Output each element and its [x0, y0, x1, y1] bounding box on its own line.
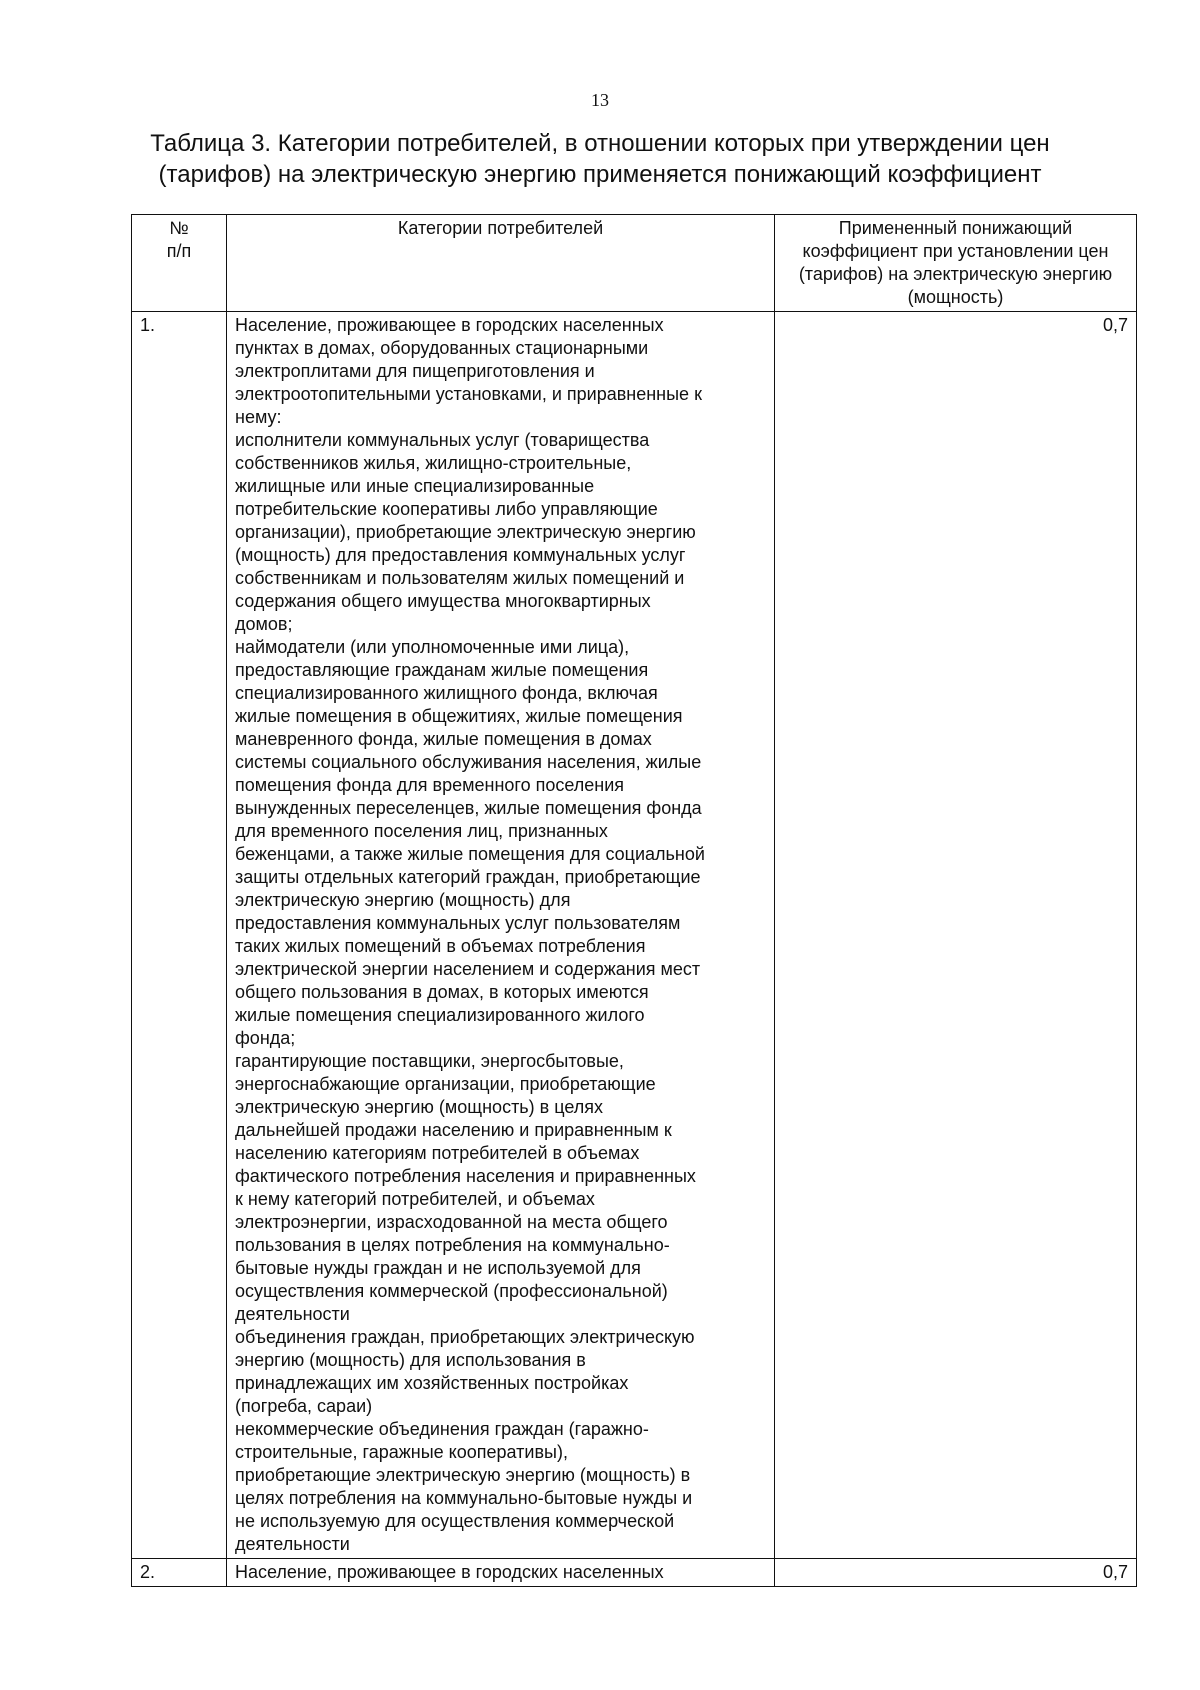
table-row [132, 1559, 1137, 1587]
table-title-line-1: Таблица 3. Категории потребителей, в отношении которых при утверждении цен [150, 130, 1050, 157]
header-category: Категории потребителей [227, 215, 775, 312]
table-title [140, 128, 1060, 190]
header-number [132, 215, 227, 312]
row-category: Население, проживающее в городских населенных [227, 1559, 775, 1587]
table-row [132, 312, 1137, 1559]
row-coefficient: 0,7 [775, 312, 1137, 1559]
row-number: 2. [132, 1559, 227, 1587]
row-coefficient: 0,7 [775, 1559, 1137, 1587]
header-number-symbol: № [169, 218, 189, 238]
table-title-line-2: (тарифов) на электрическую энергию применяется понижающий коэффициент [158, 161, 1042, 188]
consumer-categories-table [131, 214, 1137, 1587]
header-coefficient: Примененный понижающий коэффициент при установлении цен (тарифов) на электрическую энергию (мощность) [775, 215, 1137, 312]
row-number: 1. [132, 312, 227, 1559]
page-number: 13 [591, 90, 609, 110]
header-number-abbrev: п/п [166, 241, 192, 261]
table-header-row [132, 215, 1137, 312]
row-category: Население, проживающее в городских населенных пунктах в домах, оборудованных стационарными электроплитами для пищеприготовления и электроотопительными установками, и приравненные к нему: исполнители коммунальных услуг (товарищества собственников жилья, жилищно-строительные, жилищные или иные специализированные потребительские кооперативы либо управляющие организации), приобретающие электрическую энергию (мощность) для предоставления коммунальных услуг собственникам и пользователям жилых помещений и содержания общего имущества многоквартирных домов; наймодатели (или уполномоченные ими лица), предоставляющие гражданам жилые помещения специализированного жилищного фонда, включая жилые помещения в общежитиях, жилые помещения маневренного фонда, жилые помещения в домах системы социального обслуживания населения, жилые помещения фонда для временного поселения вынужденных переселенцев, жилые помещения фонда для временного поселения лиц, признанных беженцами, а также жилые помещения для социальной защиты отдельных категорий граждан, приобретающие электрическую энергию (мощность) для предоставления коммунальных услуг пользователям таких жилых помещений в объемах потребления электрической энергии населением и содержания мест общего пользования в домах, в которых имеются жилые помещения специализированного жилого фонда; гарантирующие поставщики, энергосбытовые, энергоснабжающие организации, приобретающие электрическую энергию (мощность) в целях дальнейшей продажи населению и приравненным к населению категориям потребителей в объемах фактического потребления населения и приравненных к нему категорий потребителей, и объемах электроэнергии, израсходованной на места общего пользования в целях потребления на коммунально- бытовые нужды граждан и не используемой для осуществления коммерческой (профессиональной) деятельности объединения граждан, приобретающих электрическую энергию (мощность) для использования в принадлежащих им хозяйственных постройках (погреба, сараи) некоммерческие объединения граждан (гаражно- строительные, гаражные кооперативы), приобретающие электрическую энергию (мощность) в целях потребления на коммунально-бытовые нужды и не используемую для осуществления коммерческой деятельности [227, 312, 775, 1559]
